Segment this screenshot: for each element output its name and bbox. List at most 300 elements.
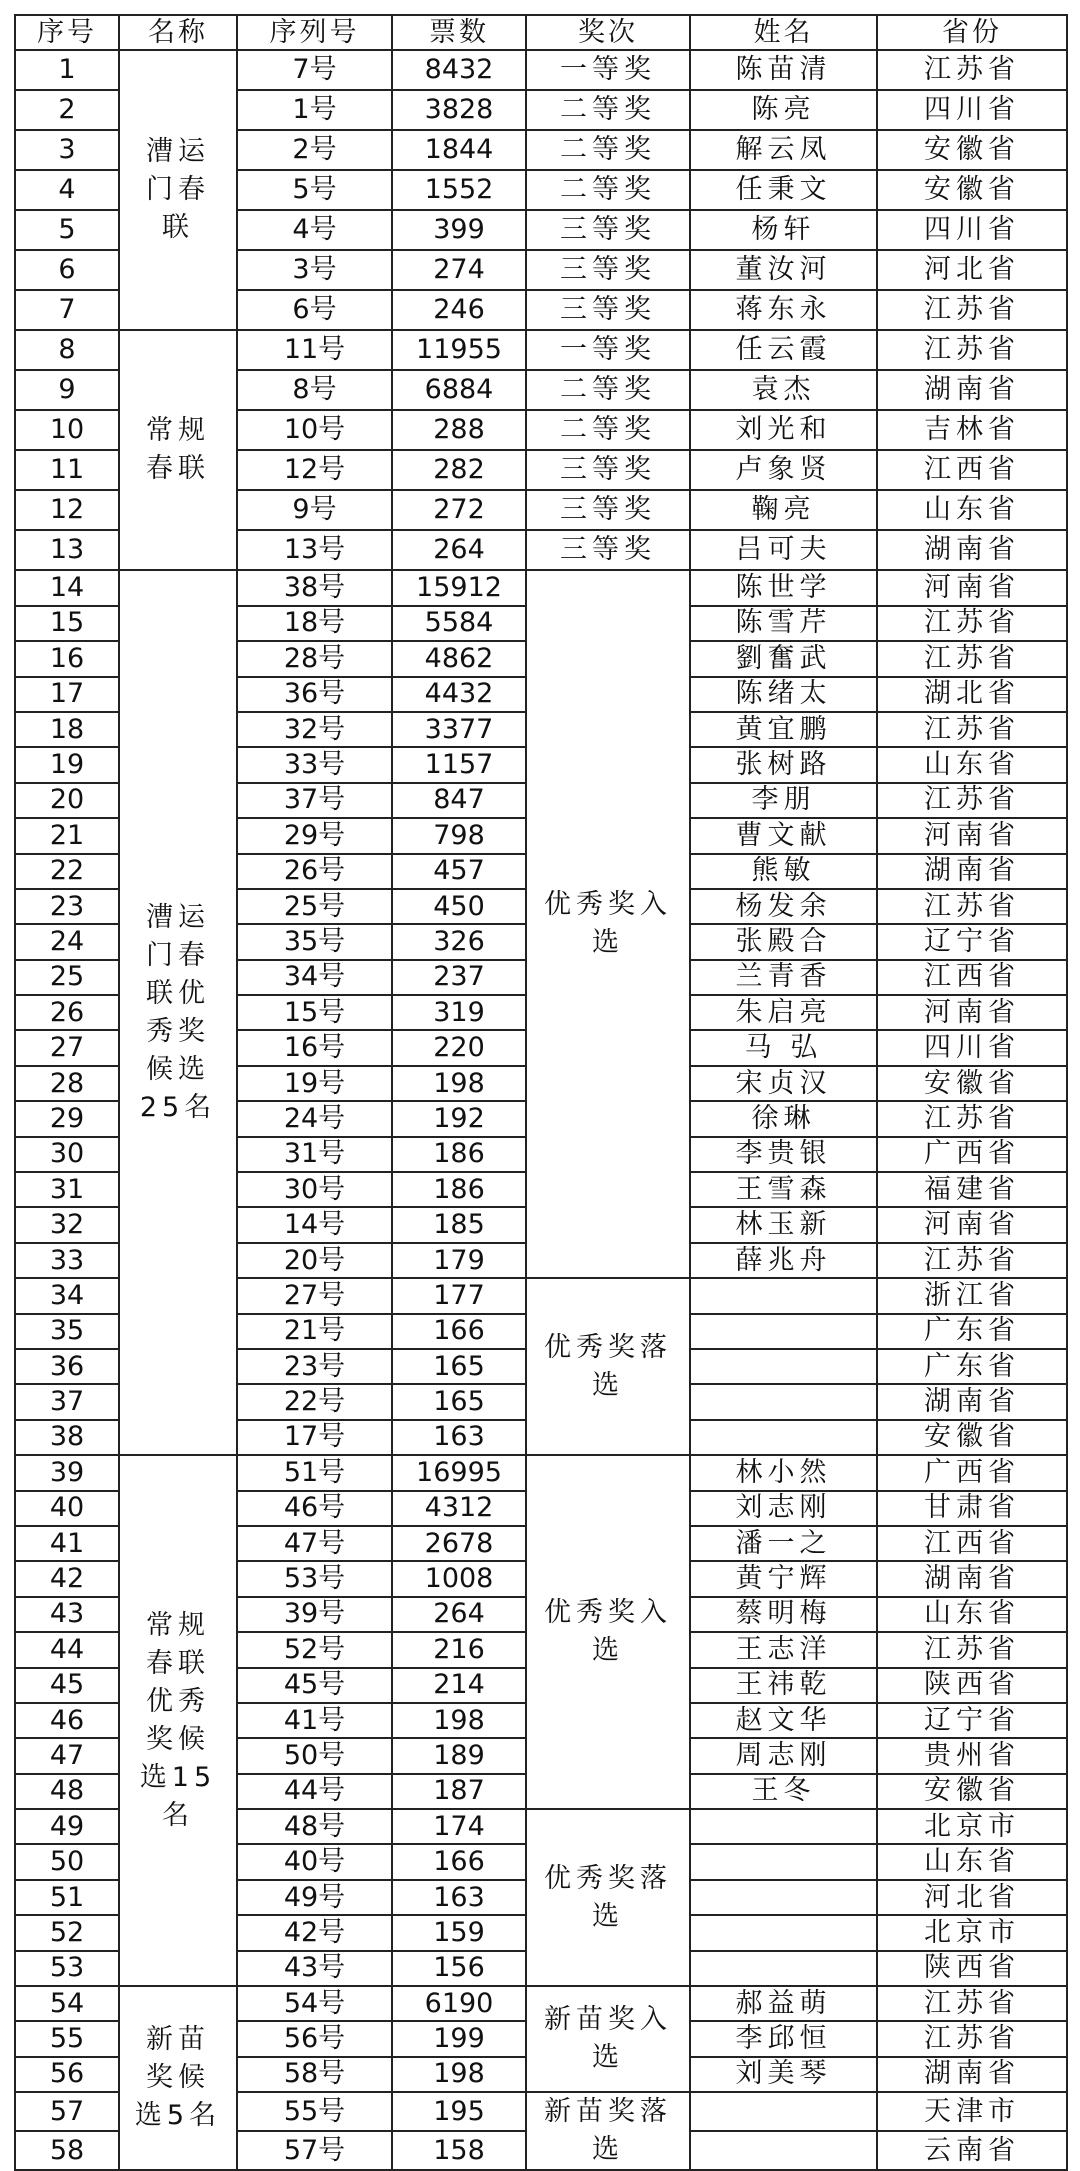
cell-no: 27 bbox=[15, 1030, 119, 1065]
cell-serial: 14号 bbox=[237, 1207, 392, 1242]
cell-votes: 5584 bbox=[392, 606, 526, 641]
cell-serial: 25号 bbox=[237, 889, 392, 924]
cell-province: 河南省 bbox=[877, 1207, 1067, 1242]
cell-serial: 12号 bbox=[237, 450, 392, 490]
cell-name bbox=[690, 1349, 877, 1384]
cell-province: 河南省 bbox=[877, 570, 1067, 605]
cell-no: 48 bbox=[15, 1774, 119, 1809]
cell-no: 16 bbox=[15, 641, 119, 676]
cell-name: 袁杰 bbox=[690, 370, 877, 410]
table-body bbox=[15, 50, 1067, 2170]
cell-serial: 26号 bbox=[237, 854, 392, 889]
cell-name: 陈苗清 bbox=[690, 50, 877, 90]
cell-prize: 优秀奖入选 bbox=[526, 1455, 690, 1809]
cell-serial: 45号 bbox=[237, 1668, 392, 1703]
cell-name: 陈绪太 bbox=[690, 677, 877, 712]
cell-no: 12 bbox=[15, 490, 119, 530]
table-row bbox=[15, 570, 1067, 605]
cell-no: 3 bbox=[15, 130, 119, 170]
cell-no: 37 bbox=[15, 1384, 119, 1419]
cell-votes: 288 bbox=[392, 410, 526, 450]
cell-province: 江苏省 bbox=[877, 50, 1067, 90]
cell-no: 20 bbox=[15, 783, 119, 818]
cell-votes: 4432 bbox=[392, 677, 526, 712]
cell-serial: 3号 bbox=[237, 250, 392, 290]
cell-serial: 22号 bbox=[237, 1384, 392, 1419]
cell-name: 陈亮 bbox=[690, 90, 877, 130]
cell-prize: 二等奖 bbox=[526, 130, 690, 170]
cell-votes: 326 bbox=[392, 924, 526, 959]
cell-votes: 319 bbox=[392, 995, 526, 1030]
cell-prize: 三等奖 bbox=[526, 490, 690, 530]
cell-province: 广东省 bbox=[877, 1314, 1067, 1349]
cell-votes: 1008 bbox=[392, 1561, 526, 1596]
cell-province: 湖南省 bbox=[877, 370, 1067, 410]
cell-province: 江苏省 bbox=[877, 783, 1067, 818]
cell-no: 41 bbox=[15, 1526, 119, 1561]
cell-prize: 二等奖 bbox=[526, 90, 690, 130]
cell-serial: 21号 bbox=[237, 1314, 392, 1349]
cell-name: 马 弘 bbox=[690, 1030, 877, 1065]
cell-province: 江苏省 bbox=[877, 1101, 1067, 1136]
cell-votes: 163 bbox=[392, 1420, 526, 1455]
cell-serial: 31号 bbox=[237, 1137, 392, 1172]
cell-votes: 156 bbox=[392, 1951, 526, 1986]
cell-serial: 46号 bbox=[237, 1491, 392, 1526]
cell-prize: 二等奖 bbox=[526, 170, 690, 210]
cell-serial: 51号 bbox=[237, 1455, 392, 1490]
cell-no: 15 bbox=[15, 606, 119, 641]
cell-province: 四川省 bbox=[877, 210, 1067, 250]
cell-serial: 23号 bbox=[237, 1349, 392, 1384]
cell-name: 李朋 bbox=[690, 783, 877, 818]
cell-serial: 27号 bbox=[237, 1278, 392, 1313]
cell-votes: 177 bbox=[392, 1278, 526, 1313]
cell-serial: 15号 bbox=[237, 995, 392, 1030]
cell-no: 40 bbox=[15, 1491, 119, 1526]
cell-name: 林小然 bbox=[690, 1455, 877, 1490]
header-serial: 序列号 bbox=[237, 15, 392, 50]
cell-prize: 二等奖 bbox=[526, 370, 690, 410]
cell-name bbox=[690, 1844, 877, 1879]
cell-name: 李贵银 bbox=[690, 1137, 877, 1172]
cell-name: 刘志刚 bbox=[690, 1491, 877, 1526]
cell-no: 24 bbox=[15, 924, 119, 959]
cell-name: 王志洋 bbox=[690, 1632, 877, 1667]
cell-serial: 42号 bbox=[237, 1915, 392, 1950]
cell-no: 19 bbox=[15, 747, 119, 782]
cell-name: 曹文献 bbox=[690, 818, 877, 853]
cell-serial: 18号 bbox=[237, 606, 392, 641]
cell-votes: 15912 bbox=[392, 570, 526, 605]
cell-serial: 49号 bbox=[237, 1880, 392, 1915]
cell-province: 江苏省 bbox=[877, 641, 1067, 676]
cell-province: 山东省 bbox=[877, 1597, 1067, 1632]
cell-prize: 优秀奖落选 bbox=[526, 1809, 690, 1986]
cell-category: 漕运门春联 bbox=[119, 50, 237, 330]
cell-province: 福建省 bbox=[877, 1172, 1067, 1207]
cell-no: 30 bbox=[15, 1137, 119, 1172]
cell-name: 杨发余 bbox=[690, 889, 877, 924]
cell-votes: 192 bbox=[392, 1101, 526, 1136]
cell-province: 安徽省 bbox=[877, 170, 1067, 210]
cell-serial: 53号 bbox=[237, 1561, 392, 1596]
cell-name: 黄宜鹏 bbox=[690, 712, 877, 747]
cell-no: 36 bbox=[15, 1349, 119, 1384]
cell-name bbox=[690, 1880, 877, 1915]
cell-province: 江西省 bbox=[877, 960, 1067, 995]
cell-province: 陕西省 bbox=[877, 1668, 1067, 1703]
cell-prize: 新苗奖落选 bbox=[526, 2092, 690, 2170]
cell-no: 9 bbox=[15, 370, 119, 410]
cell-votes: 214 bbox=[392, 1668, 526, 1703]
cell-serial: 55号 bbox=[237, 2092, 392, 2131]
cell-votes: 198 bbox=[392, 2057, 526, 2092]
cell-name: 兰青香 bbox=[690, 960, 877, 995]
cell-serial: 33号 bbox=[237, 747, 392, 782]
cell-prize: 二等奖 bbox=[526, 410, 690, 450]
cell-province: 云南省 bbox=[877, 2131, 1067, 2170]
cell-votes: 199 bbox=[392, 2021, 526, 2056]
cell-name: 鞠亮 bbox=[690, 490, 877, 530]
cell-votes: 220 bbox=[392, 1030, 526, 1065]
cell-name: 李邱恒 bbox=[690, 2021, 877, 2056]
cell-votes: 798 bbox=[392, 818, 526, 853]
cell-province: 湖南省 bbox=[877, 2057, 1067, 2092]
cell-serial: 11号 bbox=[237, 330, 392, 370]
cell-serial: 58号 bbox=[237, 2057, 392, 2092]
cell-name: 刘光和 bbox=[690, 410, 877, 450]
cell-votes: 2678 bbox=[392, 1526, 526, 1561]
cell-no: 1 bbox=[15, 50, 119, 90]
cell-serial: 52号 bbox=[237, 1632, 392, 1667]
table-header bbox=[15, 15, 1067, 50]
cell-no: 47 bbox=[15, 1738, 119, 1773]
cell-serial: 57号 bbox=[237, 2131, 392, 2170]
cell-no: 4 bbox=[15, 170, 119, 210]
cell-name: 劉奮武 bbox=[690, 641, 877, 676]
cell-name: 周志刚 bbox=[690, 1738, 877, 1773]
cell-votes: 185 bbox=[392, 1207, 526, 1242]
cell-no: 32 bbox=[15, 1207, 119, 1242]
cell-province: 安徽省 bbox=[877, 1066, 1067, 1101]
cell-votes: 264 bbox=[392, 530, 526, 570]
cell-name: 任云霞 bbox=[690, 330, 877, 370]
cell-serial: 1号 bbox=[237, 90, 392, 130]
cell-votes: 11955 bbox=[392, 330, 526, 370]
cell-name bbox=[690, 2131, 877, 2170]
cell-votes: 195 bbox=[392, 2092, 526, 2131]
cell-votes: 3828 bbox=[392, 90, 526, 130]
cell-province: 山东省 bbox=[877, 747, 1067, 782]
cell-name: 任秉文 bbox=[690, 170, 877, 210]
cell-name: 张殿合 bbox=[690, 924, 877, 959]
cell-no: 8 bbox=[15, 330, 119, 370]
cell-no: 23 bbox=[15, 889, 119, 924]
cell-no: 43 bbox=[15, 1597, 119, 1632]
cell-no: 52 bbox=[15, 1915, 119, 1950]
cell-serial: 24号 bbox=[237, 1101, 392, 1136]
cell-serial: 2号 bbox=[237, 130, 392, 170]
cell-serial: 50号 bbox=[237, 1738, 392, 1773]
cell-serial: 29号 bbox=[237, 818, 392, 853]
cell-province: 湖南省 bbox=[877, 854, 1067, 889]
cell-province: 安徽省 bbox=[877, 1774, 1067, 1809]
cell-votes: 166 bbox=[392, 1314, 526, 1349]
cell-votes: 165 bbox=[392, 1384, 526, 1419]
cell-serial: 47号 bbox=[237, 1526, 392, 1561]
header-category: 名称 bbox=[119, 15, 237, 50]
cell-votes: 450 bbox=[392, 889, 526, 924]
cell-no: 11 bbox=[15, 450, 119, 490]
cell-votes: 179 bbox=[392, 1243, 526, 1278]
header-name: 姓名 bbox=[690, 15, 877, 50]
cell-name: 薛兆舟 bbox=[690, 1243, 877, 1278]
cell-category: 常规春联优秀奖候选15名 bbox=[119, 1455, 237, 1986]
cell-province: 江西省 bbox=[877, 450, 1067, 490]
cell-serial: 38号 bbox=[237, 570, 392, 605]
cell-province: 河北省 bbox=[877, 250, 1067, 290]
cell-prize: 优秀奖落选 bbox=[526, 1278, 690, 1455]
cell-name: 王祎乾 bbox=[690, 1668, 877, 1703]
cell-serial: 43号 bbox=[237, 1951, 392, 1986]
cell-province: 江苏省 bbox=[877, 2021, 1067, 2056]
cell-province: 甘肃省 bbox=[877, 1491, 1067, 1526]
cell-votes: 186 bbox=[392, 1172, 526, 1207]
cell-province: 河南省 bbox=[877, 818, 1067, 853]
cell-name bbox=[690, 2092, 877, 2131]
cell-no: 29 bbox=[15, 1101, 119, 1136]
cell-no: 50 bbox=[15, 1844, 119, 1879]
cell-province: 安徽省 bbox=[877, 130, 1067, 170]
cell-name: 董汝河 bbox=[690, 250, 877, 290]
cell-serial: 32号 bbox=[237, 712, 392, 747]
cell-serial: 4号 bbox=[237, 210, 392, 250]
cell-category: 常规春联 bbox=[119, 330, 237, 570]
cell-serial: 10号 bbox=[237, 410, 392, 450]
cell-votes: 282 bbox=[392, 450, 526, 490]
cell-no: 25 bbox=[15, 960, 119, 995]
cell-votes: 198 bbox=[392, 1066, 526, 1101]
cell-no: 51 bbox=[15, 1880, 119, 1915]
cell-province: 江苏省 bbox=[877, 330, 1067, 370]
cell-province: 山东省 bbox=[877, 490, 1067, 530]
cell-name: 王雪森 bbox=[690, 1172, 877, 1207]
cell-serial: 56号 bbox=[237, 2021, 392, 2056]
cell-serial: 6号 bbox=[237, 290, 392, 330]
cell-province: 湖南省 bbox=[877, 1384, 1067, 1419]
cell-province: 湖南省 bbox=[877, 530, 1067, 570]
cell-province: 天津市 bbox=[877, 2092, 1067, 2131]
cell-no: 56 bbox=[15, 2057, 119, 2092]
cell-province: 吉林省 bbox=[877, 410, 1067, 450]
cell-votes: 186 bbox=[392, 1137, 526, 1172]
cell-votes: 166 bbox=[392, 1844, 526, 1879]
cell-serial: 39号 bbox=[237, 1597, 392, 1632]
cell-serial: 9号 bbox=[237, 490, 392, 530]
table-row bbox=[15, 330, 1067, 370]
cell-no: 49 bbox=[15, 1809, 119, 1844]
table-row bbox=[15, 1455, 1067, 1490]
cell-prize: 三等奖 bbox=[526, 450, 690, 490]
cell-votes: 847 bbox=[392, 783, 526, 818]
cell-name: 解云凤 bbox=[690, 130, 877, 170]
cell-no: 13 bbox=[15, 530, 119, 570]
cell-name: 潘一之 bbox=[690, 1526, 877, 1561]
cell-serial: 30号 bbox=[237, 1172, 392, 1207]
cell-votes: 1157 bbox=[392, 747, 526, 782]
cell-name: 陈世学 bbox=[690, 570, 877, 605]
cell-prize: 新苗奖入选 bbox=[526, 1986, 690, 2092]
cell-serial: 19号 bbox=[237, 1066, 392, 1101]
cell-no: 42 bbox=[15, 1561, 119, 1596]
cell-province: 江苏省 bbox=[877, 712, 1067, 747]
cell-no: 45 bbox=[15, 1668, 119, 1703]
cell-serial: 13号 bbox=[237, 530, 392, 570]
cell-serial: 41号 bbox=[237, 1703, 392, 1738]
table-row bbox=[15, 1986, 1067, 2021]
cell-name: 张树路 bbox=[690, 747, 877, 782]
header-no: 序号 bbox=[15, 15, 119, 50]
cell-name bbox=[690, 1314, 877, 1349]
cell-serial: 5号 bbox=[237, 170, 392, 210]
cell-province: 河北省 bbox=[877, 1880, 1067, 1915]
cell-province: 湖南省 bbox=[877, 1561, 1067, 1596]
cell-votes: 187 bbox=[392, 1774, 526, 1809]
cell-no: 57 bbox=[15, 2092, 119, 2131]
cell-serial: 8号 bbox=[237, 370, 392, 410]
cell-votes: 158 bbox=[392, 2131, 526, 2170]
cell-no: 10 bbox=[15, 410, 119, 450]
cell-province: 山东省 bbox=[877, 1844, 1067, 1879]
cell-name bbox=[690, 1951, 877, 1986]
cell-province: 广西省 bbox=[877, 1137, 1067, 1172]
cell-province: 江苏省 bbox=[877, 290, 1067, 330]
cell-serial: 48号 bbox=[237, 1809, 392, 1844]
cell-name: 王冬 bbox=[690, 1774, 877, 1809]
cell-no: 55 bbox=[15, 2021, 119, 2056]
cell-category: 新苗奖候选5名 bbox=[119, 1986, 237, 2170]
cell-votes: 8432 bbox=[392, 50, 526, 90]
cell-province: 江苏省 bbox=[877, 1243, 1067, 1278]
cell-province: 江苏省 bbox=[877, 1632, 1067, 1667]
cell-prize: 三等奖 bbox=[526, 250, 690, 290]
cell-votes: 159 bbox=[392, 1915, 526, 1950]
cell-name: 蔡明梅 bbox=[690, 1597, 877, 1632]
cell-no: 34 bbox=[15, 1278, 119, 1313]
cell-serial: 34号 bbox=[237, 960, 392, 995]
cell-no: 18 bbox=[15, 712, 119, 747]
cell-no: 7 bbox=[15, 290, 119, 330]
cell-prize: 优秀奖入选 bbox=[526, 570, 690, 1278]
cell-votes: 6884 bbox=[392, 370, 526, 410]
cell-name bbox=[690, 1809, 877, 1844]
cell-name: 林玉新 bbox=[690, 1207, 877, 1242]
cell-province: 河南省 bbox=[877, 995, 1067, 1030]
cell-votes: 198 bbox=[392, 1703, 526, 1738]
cell-province: 江苏省 bbox=[877, 606, 1067, 641]
cell-no: 14 bbox=[15, 570, 119, 605]
cell-no: 33 bbox=[15, 1243, 119, 1278]
cell-votes: 216 bbox=[392, 1632, 526, 1667]
cell-name: 宋贞汉 bbox=[690, 1066, 877, 1101]
cell-name: 赵文华 bbox=[690, 1703, 877, 1738]
cell-province: 辽宁省 bbox=[877, 924, 1067, 959]
cell-no: 39 bbox=[15, 1455, 119, 1490]
cell-province: 辽宁省 bbox=[877, 1703, 1067, 1738]
cell-province: 贵州省 bbox=[877, 1738, 1067, 1773]
cell-serial: 20号 bbox=[237, 1243, 392, 1278]
cell-name bbox=[690, 1420, 877, 1455]
cell-province: 浙江省 bbox=[877, 1278, 1067, 1313]
cell-no: 2 bbox=[15, 90, 119, 130]
cell-name: 吕可夫 bbox=[690, 530, 877, 570]
cell-no: 26 bbox=[15, 995, 119, 1030]
cell-province: 四川省 bbox=[877, 90, 1067, 130]
cell-votes: 237 bbox=[392, 960, 526, 995]
cell-name: 郝益萌 bbox=[690, 1986, 877, 2021]
cell-name: 徐琳 bbox=[690, 1101, 877, 1136]
cell-serial: 44号 bbox=[237, 1774, 392, 1809]
cell-name bbox=[690, 1278, 877, 1313]
cell-no: 31 bbox=[15, 1172, 119, 1207]
cell-serial: 54号 bbox=[237, 1986, 392, 2021]
table-row bbox=[15, 50, 1067, 90]
header-row bbox=[15, 15, 1067, 50]
cell-serial: 35号 bbox=[237, 924, 392, 959]
cell-serial: 40号 bbox=[237, 1844, 392, 1879]
cell-province: 江苏省 bbox=[877, 889, 1067, 924]
cell-province: 四川省 bbox=[877, 1030, 1067, 1065]
cell-no: 35 bbox=[15, 1314, 119, 1349]
cell-no: 28 bbox=[15, 1066, 119, 1101]
cell-province: 江西省 bbox=[877, 1526, 1067, 1561]
cell-votes: 165 bbox=[392, 1349, 526, 1384]
cell-prize: 三等奖 bbox=[526, 210, 690, 250]
cell-votes: 189 bbox=[392, 1738, 526, 1773]
cell-votes: 399 bbox=[392, 210, 526, 250]
cell-name: 刘美琴 bbox=[690, 2057, 877, 2092]
cell-votes: 1552 bbox=[392, 170, 526, 210]
cell-name: 朱启亮 bbox=[690, 995, 877, 1030]
cell-prize: 三等奖 bbox=[526, 530, 690, 570]
cell-province: 安徽省 bbox=[877, 1420, 1067, 1455]
cell-province: 北京市 bbox=[877, 1915, 1067, 1950]
cell-province: 广西省 bbox=[877, 1455, 1067, 1490]
cell-votes: 457 bbox=[392, 854, 526, 889]
cell-votes: 264 bbox=[392, 1597, 526, 1632]
cell-name: 黄宁辉 bbox=[690, 1561, 877, 1596]
cell-votes: 6190 bbox=[392, 1986, 526, 2021]
cell-province: 江苏省 bbox=[877, 1986, 1067, 2021]
cell-no: 54 bbox=[15, 1986, 119, 2021]
header-prize: 奖次 bbox=[526, 15, 690, 50]
cell-no: 44 bbox=[15, 1632, 119, 1667]
cell-name bbox=[690, 1384, 877, 1419]
cell-serial: 36号 bbox=[237, 677, 392, 712]
cell-province: 陕西省 bbox=[877, 1951, 1067, 1986]
header-votes: 票数 bbox=[392, 15, 526, 50]
results-table bbox=[14, 14, 1068, 2171]
cell-votes: 3377 bbox=[392, 712, 526, 747]
cell-no: 5 bbox=[15, 210, 119, 250]
cell-no: 53 bbox=[15, 1951, 119, 1986]
cell-votes: 274 bbox=[392, 250, 526, 290]
header-province: 省份 bbox=[877, 15, 1067, 50]
cell-prize: 一等奖 bbox=[526, 330, 690, 370]
cell-name: 蒋东永 bbox=[690, 290, 877, 330]
cell-votes: 4862 bbox=[392, 641, 526, 676]
